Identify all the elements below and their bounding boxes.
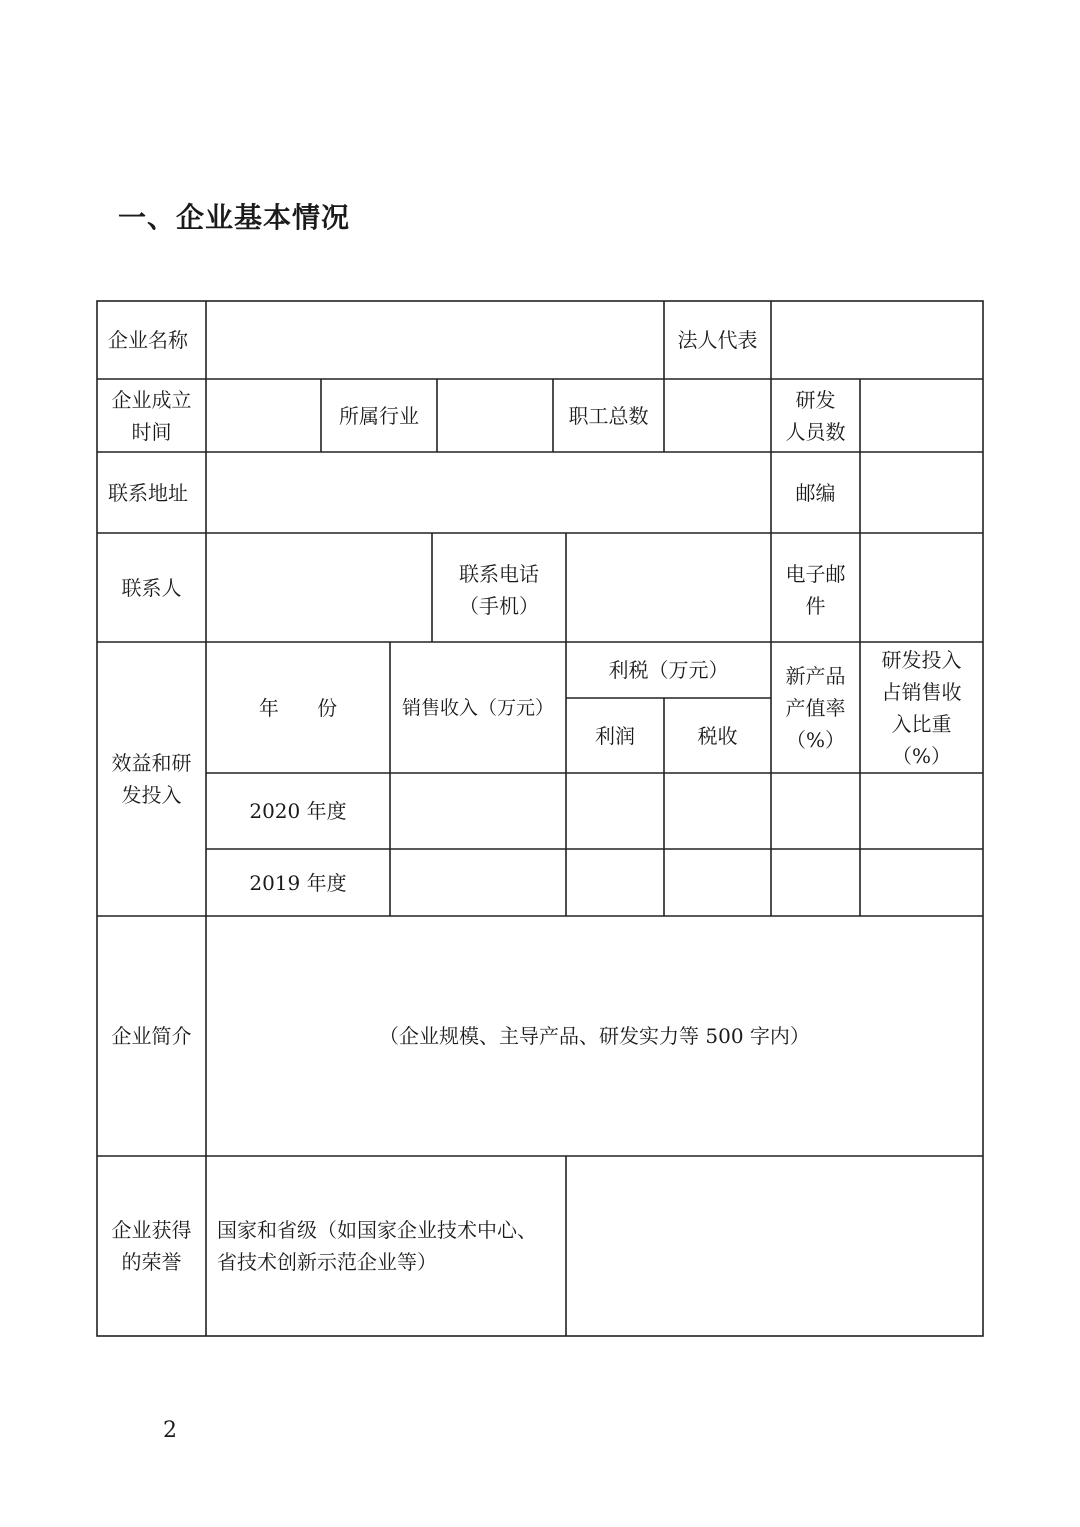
legal-rep-field[interactable]: [771, 301, 983, 379]
profile-hint: （企业规模、主导产品、研发实力等 500 字内）: [379, 1024, 810, 1048]
profile-field[interactable]: [206, 916, 983, 1156]
year-row-2019: 2019 年度: [249, 870, 347, 895]
page-number: 2: [163, 1418, 177, 1443]
employees-field[interactable]: [664, 379, 771, 452]
rd-ratio-header: 研发投入 占销售收 入比重 （%）: [881, 647, 962, 768]
employees-label: 职工总数: [568, 403, 649, 428]
rd-staff-field[interactable]: [860, 379, 983, 452]
new-product-header: 新产品 产值率 （%）: [785, 663, 846, 752]
sales-header: 销售收入（万元）: [401, 696, 554, 719]
tax-header: 税收: [697, 723, 738, 748]
email-field[interactable]: [860, 533, 983, 642]
profit-tax-header: 利税（万元）: [608, 658, 729, 682]
company-name-field[interactable]: [206, 301, 664, 379]
contact-field[interactable]: [206, 533, 432, 642]
profit-header: 利润: [595, 723, 635, 748]
industry-field[interactable]: [437, 379, 553, 452]
honors-label: 企业获得 的荣誉: [111, 1218, 192, 1274]
honors-hint: 国家和省级（如国家企业技术中心、 省技术创新示范企业等）: [217, 1218, 537, 1274]
phone-field[interactable]: [566, 533, 771, 642]
benefit-label: 效益和研 发投入: [111, 751, 192, 807]
company-name-label: 企业名称: [108, 328, 188, 352]
postcode-field[interactable]: [860, 452, 983, 533]
phone-label: 联系电话 （手机）: [459, 562, 539, 618]
year-header: 年 份: [258, 695, 354, 720]
section-title: 一、企业基本情况: [118, 201, 351, 234]
legal-rep-label: 法人代表: [677, 328, 758, 352]
email-label: 电子邮 件: [785, 562, 846, 618]
rd-staff-label: 研发 人员数: [785, 387, 846, 444]
postcode-label: 邮编: [795, 480, 836, 505]
founded-label: 企业成立 时间: [111, 387, 192, 444]
year-row-2020: 2020 年度: [249, 799, 347, 823]
profile-label: 企业简介: [111, 1024, 192, 1048]
founded-field[interactable]: [206, 379, 321, 452]
address-field[interactable]: [206, 452, 771, 533]
honors-field[interactable]: [566, 1156, 983, 1336]
industry-label: 所属行业: [339, 403, 419, 428]
contact-label: 联系人: [121, 575, 182, 600]
address-label: 联系地址: [108, 480, 188, 505]
